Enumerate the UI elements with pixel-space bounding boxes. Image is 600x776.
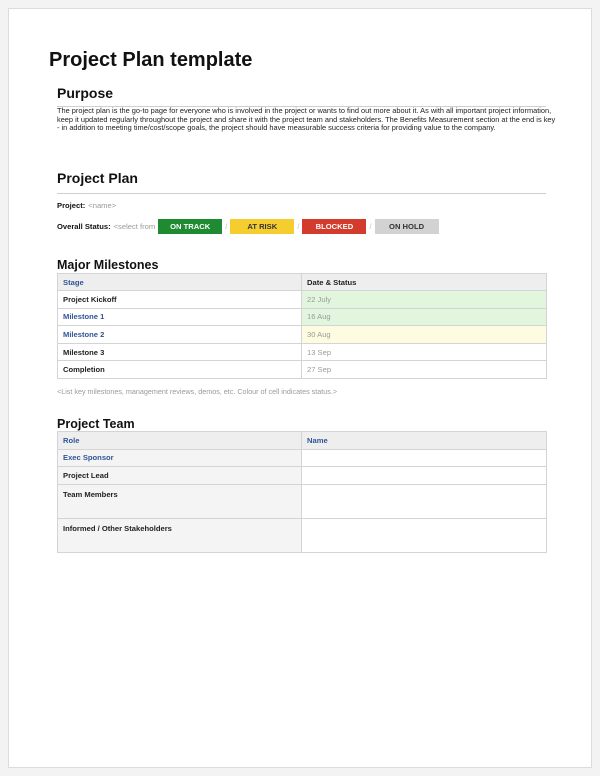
milestone-date-cell[interactable]: 30 Aug <box>302 326 547 344</box>
status-separator: / <box>297 222 300 231</box>
team-role-cell: Team Members <box>58 484 302 518</box>
milestone-stage-cell: Milestone 2 <box>58 326 302 344</box>
project-field <box>57 201 116 210</box>
table-row <box>58 361 547 379</box>
milestones-table <box>57 273 547 379</box>
status-badge-blocked[interactable]: BLOCKED <box>302 219 366 234</box>
team-name-cell[interactable] <box>302 518 547 552</box>
status-badge-at-risk[interactable]: AT RISK <box>230 219 294 234</box>
overall-status-label: Overall Status: <box>57 222 111 231</box>
name-column-header: Name <box>302 432 547 450</box>
major-milestones-heading: Major Milestones <box>57 258 159 272</box>
status-separator: / <box>225 222 228 231</box>
team-role-cell: Informed / Other Stakeholders <box>58 518 302 552</box>
project-name-placeholder[interactable]: <name> <box>88 201 117 210</box>
status-badge-on-track[interactable]: ON TRACK <box>158 219 222 234</box>
table-row <box>58 343 547 361</box>
purpose-heading: Purpose <box>57 85 114 101</box>
table-row <box>58 308 547 326</box>
status-placeholder: <select from <box>113 222 156 231</box>
milestone-date-cell[interactable]: 13 Sep <box>302 343 547 361</box>
team-name-cell[interactable] <box>302 449 547 467</box>
team-role-cell: Project Lead <box>58 467 302 485</box>
milestone-date-cell[interactable]: 22 July <box>302 291 547 309</box>
table-row <box>58 449 547 467</box>
document-page <box>8 8 592 768</box>
team-role-cell: Exec Sponsor <box>58 449 302 467</box>
table-row <box>58 484 547 518</box>
milestone-stage-cell: Completion <box>58 361 302 379</box>
document-title: Project Plan template <box>49 49 253 71</box>
stage-column-header: Stage <box>58 274 302 291</box>
project-label: Project: <box>57 201 86 210</box>
table-row <box>58 326 547 344</box>
milestones-header-row <box>58 274 547 291</box>
milestone-date-cell[interactable]: 16 Aug <box>302 308 547 326</box>
table-row <box>58 291 547 309</box>
team-header-row <box>58 432 547 450</box>
project-plan-heading: Project Plan <box>57 170 138 186</box>
milestone-date-cell[interactable]: 27 Sep <box>302 361 547 379</box>
purpose-text: The project plan is the go-to page for everyone who is involved in the project or wants to find out more about it. As with all important project information, keep it updated regularly throughout the project and share it with the project team and stakeholders. The Benefits Measurement section at the end is key - in addition to meeting time/cost/scope goals, the project should have measurable success criteria for providing value to the company. <box>57 106 556 133</box>
date-status-column-header: Date & Status <box>302 274 547 291</box>
team-name-cell[interactable] <box>302 484 547 518</box>
milestone-stage-cell: Project Kickoff <box>58 291 302 309</box>
table-row <box>58 518 547 552</box>
milestone-stage-cell: Milestone 1 <box>58 308 302 326</box>
status-separator: / <box>369 222 372 231</box>
team-name-cell[interactable] <box>302 467 547 485</box>
project-team-heading: Project Team <box>57 417 135 431</box>
milestone-stage-cell: Milestone 3 <box>58 343 302 361</box>
table-row <box>58 467 547 485</box>
milestones-note: <List key milestones, management reviews, demos, etc. Colour of cell indicates status.> <box>57 387 338 396</box>
role-column-header: Role <box>58 432 302 450</box>
project-plan-divider <box>57 193 546 194</box>
overall-status-field <box>57 219 439 234</box>
project-team-table <box>57 431 547 553</box>
status-badge-on-hold[interactable]: ON HOLD <box>375 219 439 234</box>
